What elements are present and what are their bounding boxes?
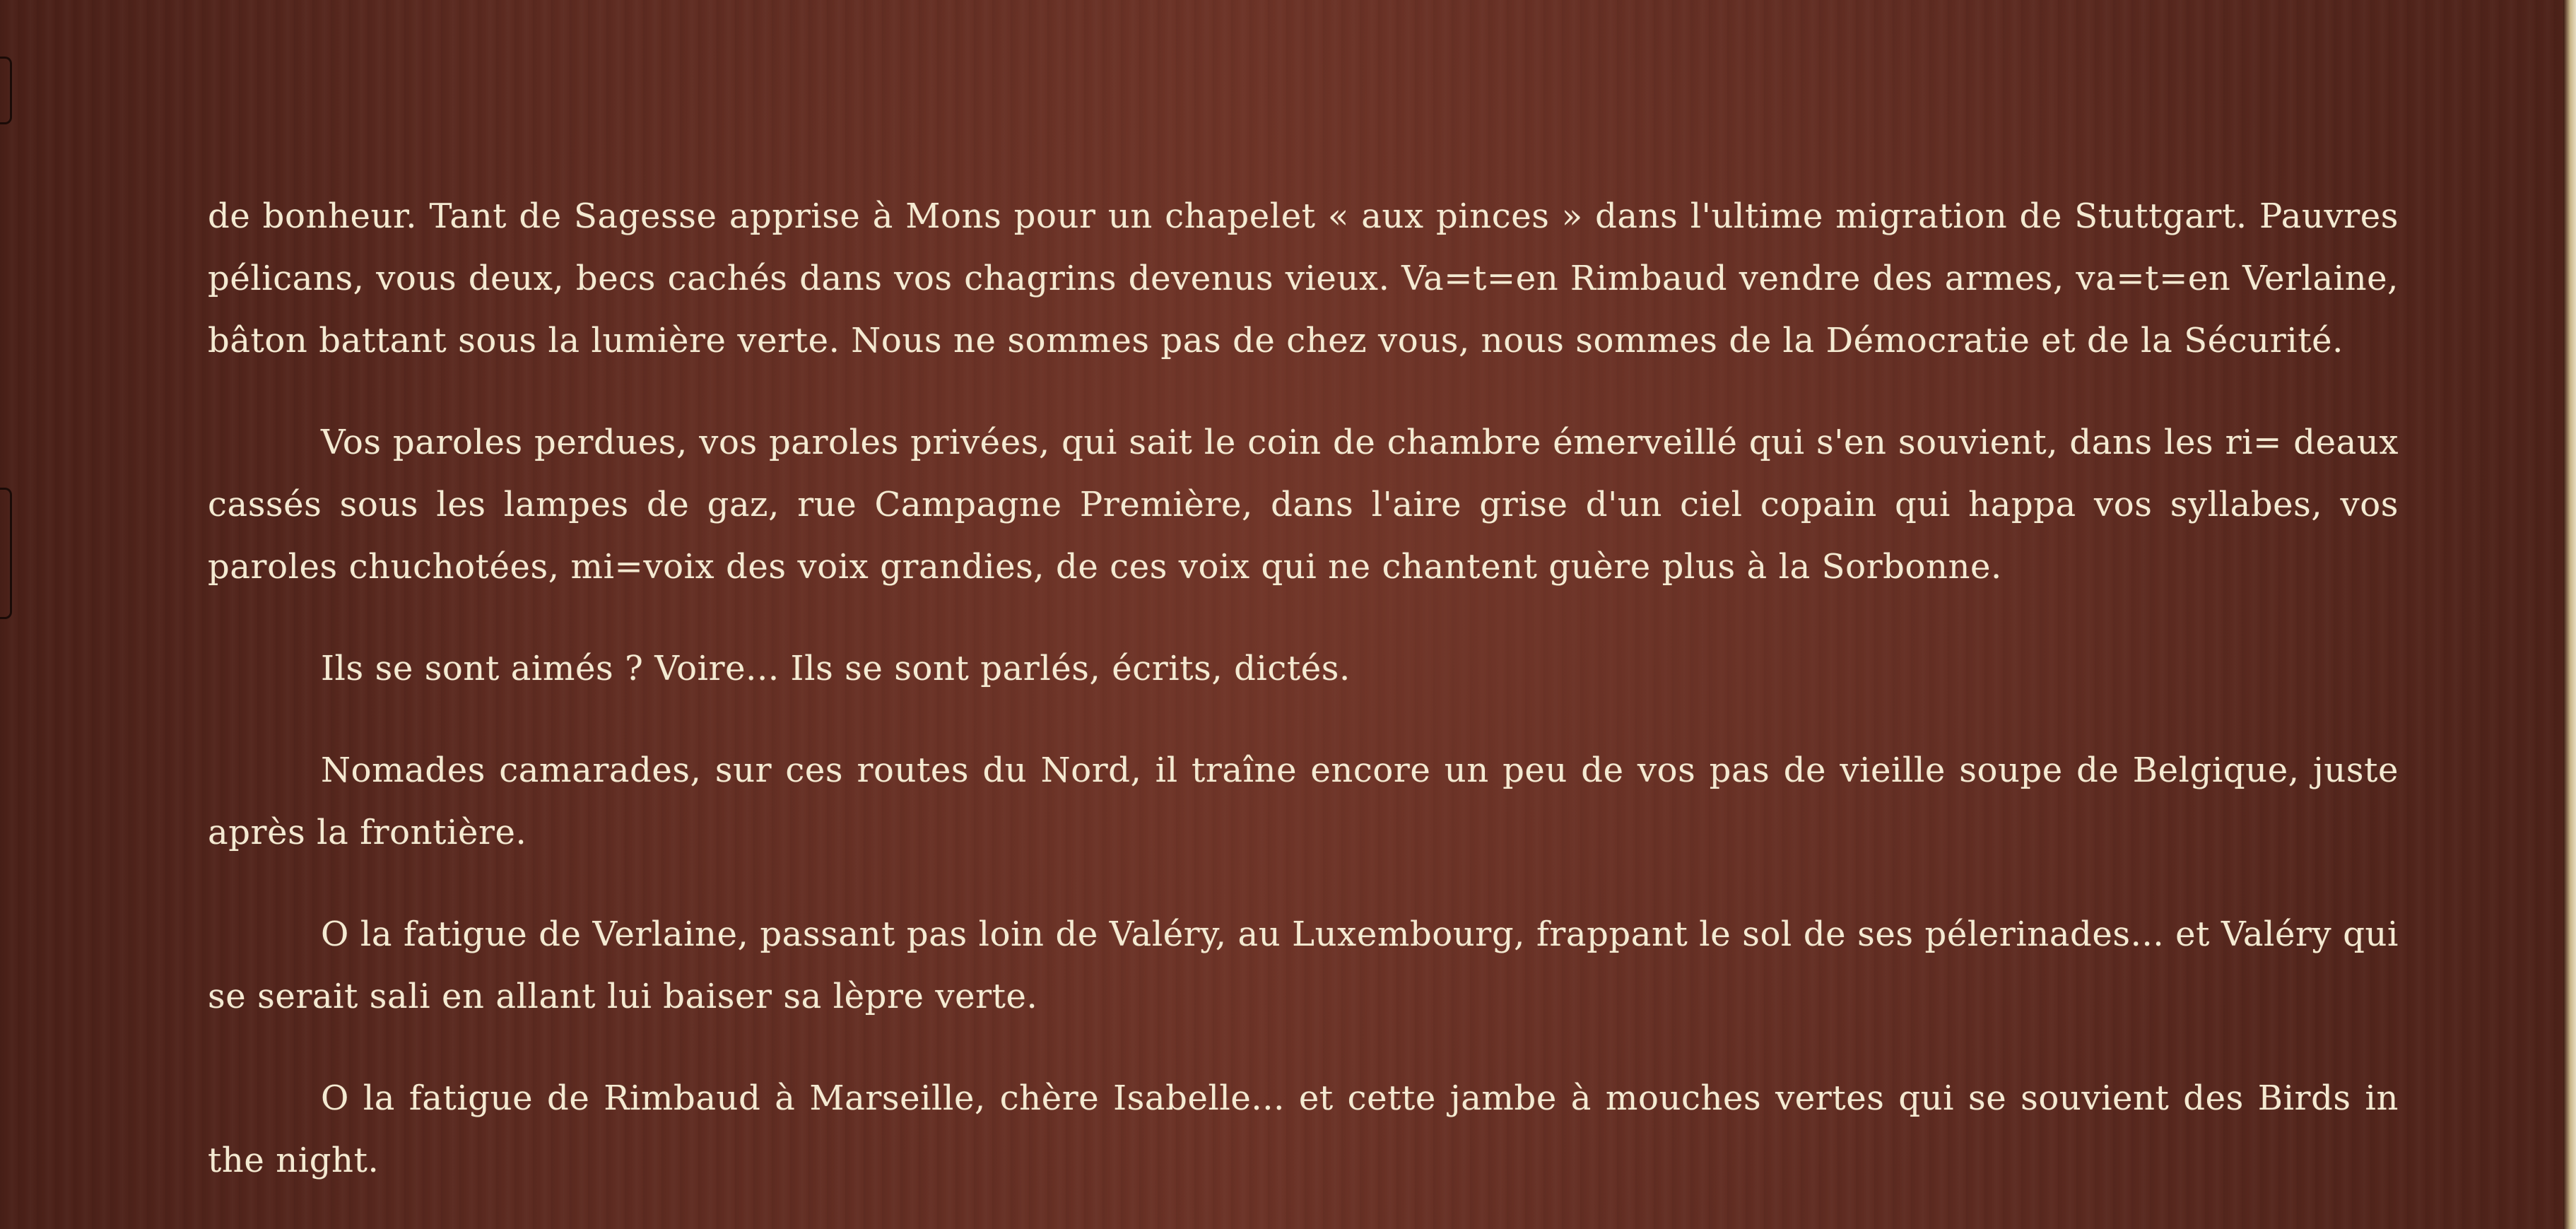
paragraph: Nomades camarades, sur ces routes du Nord, il traîne encore un peu de vos pas de vieille soupe de Belgique, juste après la frontière.	[208, 751, 2399, 852]
paragraph: O la fatigue de Rimbaud à Marseille, chère Isabelle... et cette jambe à mouches vertes qui se souvient des Birds in the night.	[208, 1078, 2399, 1180]
body-text	[208, 185, 2399, 1229]
binding-staple	[0, 488, 12, 619]
binding-staple	[0, 57, 12, 124]
paragraph: Vos paroles perdues, vos paroles privées, qui sait le coin de chambre émerveillé qui s'en souvient, dans les ri= deaux cassés sous les lampes de gaz, rue Campagne Première, dans l'aire grise d'un ciel copain qui happa vos syllabes, vos paroles chuchotées, mi=voix des voix grandies, de ces voix qui ne chantent guère plus à la Sorbonne.	[208, 423, 2399, 587]
paragraph: O la fatigue de Verlaine, passant pas loin de Valéry, au Luxembourg, frappant le sol de ses pélerinades... et Valéry qui se serait sali en allant lui baiser sa lèpre verte.	[208, 915, 2399, 1016]
paragraph: Ils se sont aimés ? Voire... Ils se sont parlés, écrits, dictés.	[321, 649, 1351, 688]
paragraph: de bonheur. Tant de Sagesse apprise à Mons pour un chapelet « aux pinces » dans l'ultime migration de Stuttgart. Pauvres pélicans, vous deux, becs cachés dans vos chagrins devenus vieux. Va=t=en Rimbaud vendre des armes, va=t=en Verlaine, bâton battant sous la lumière verte. Nous ne sommes pas de chez vous, nous sommes de la Démocratie et de la Sécurité.	[208, 196, 2399, 360]
page-edge	[2563, 0, 2576, 1229]
